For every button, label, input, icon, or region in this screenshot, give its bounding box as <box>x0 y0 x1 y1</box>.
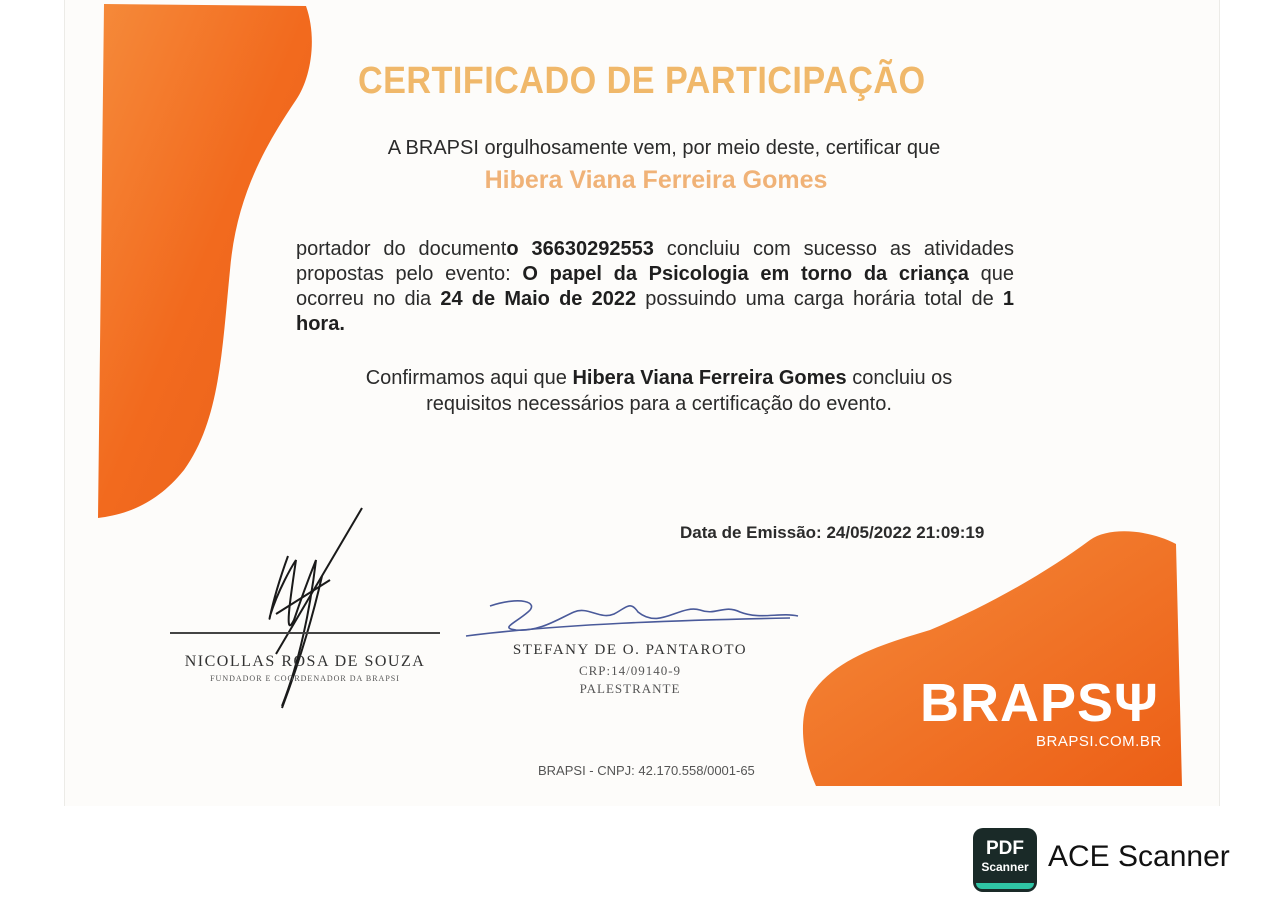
confirm-text-2: concluiu os requisitos necessários para a certificação do evento. <box>426 367 953 415</box>
body-text-3: que ocorreu no dia <box>296 263 1015 310</box>
brapsi-cnpj: BRAPSI - CNPJ: 42.170.558/0001-65 <box>538 763 755 778</box>
confirmation-text <box>340 365 978 417</box>
brapsi-logo: BRAPSΨ <box>920 673 1159 733</box>
signature-line-left <box>170 632 440 634</box>
event-name: O papel da Psicologia em torno da criança <box>522 263 969 285</box>
signer-name-right: STEFANY DE O. PANTAROTO <box>512 642 748 658</box>
scanner-watermark: ACE Scanner <box>1048 840 1230 873</box>
signer-name-left: NICOLLAS ROSA DE SOUZA <box>184 653 426 670</box>
recipient-name: Hibera Viana Ferreira Gomes <box>484 166 828 194</box>
badge-top-text: PDF <box>986 838 1024 859</box>
certificate-title: CERTIFICADO DE PARTICIPAÇÃO <box>358 60 926 102</box>
brapsi-url: BRAPSI.COM.BR <box>1036 733 1162 750</box>
badge-bottom-text: Scanner <box>981 860 1029 874</box>
body-text-1: portador do document <box>296 238 507 260</box>
signer-crp: CRP:14/09140-9 <box>578 663 682 678</box>
confirm-text-1: Confirmamos aqui que <box>365 367 573 389</box>
body-text-4: possuindo uma carga horária total de <box>636 288 1003 310</box>
document-number: o 36630292553 <box>506 238 654 260</box>
workload-hours: 1 hora. <box>296 288 1015 335</box>
body-text-2: concluiu com sucesso as atividades propostas pelo evento: <box>296 238 1014 285</box>
emission-date: Data de Emissão: 24/05/2022 21:09:19 <box>680 523 985 542</box>
signer-role-right: PALESTRANTE <box>579 681 681 696</box>
badge-accent-bar <box>976 883 1034 889</box>
confirm-name: Hibera Viana Ferreira Gomes <box>572 367 847 389</box>
signer-role-left: FUNDADOR E COORDENADOR DA BRAPSI <box>210 674 400 683</box>
intro-text: A BRAPSI orgulhosamente vem, por meio deste, certificar que <box>387 137 941 159</box>
event-date: 24 de Maio de 2022 <box>440 288 637 310</box>
certificate-body <box>296 237 1014 337</box>
signature-stefany <box>466 601 798 636</box>
